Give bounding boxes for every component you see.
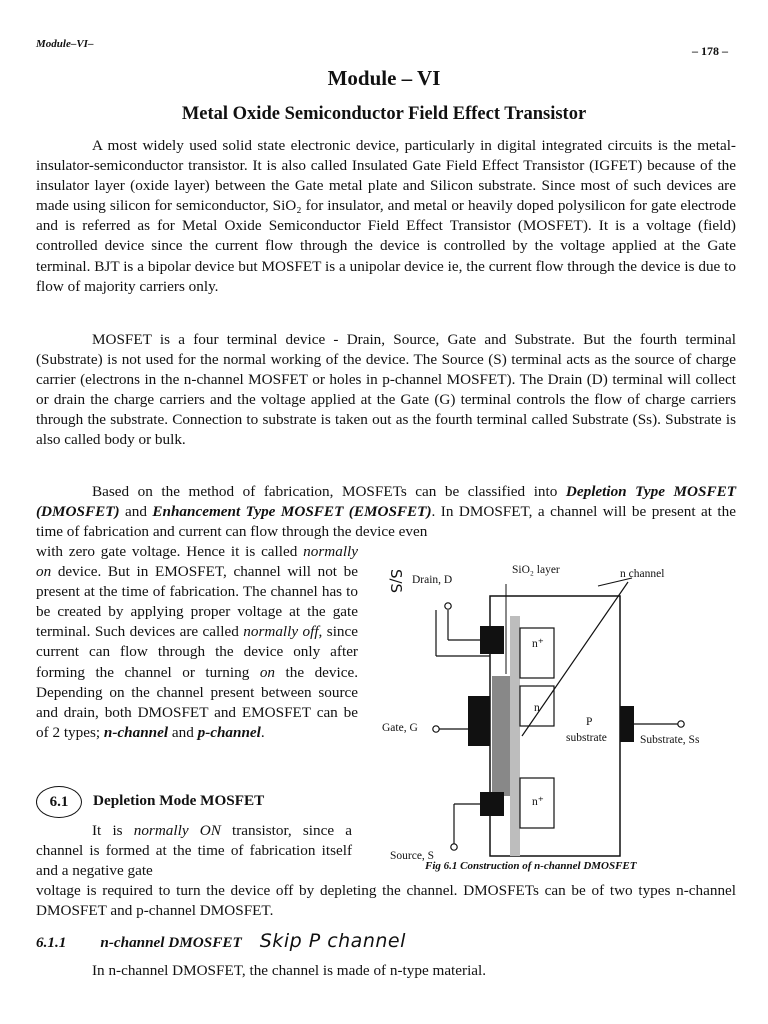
figure-dmosfet [370, 556, 730, 886]
paragraph-n-channel: In n-channel DMOSFET, the channel is made of n-type material. [92, 962, 487, 979]
drain-contact [480, 626, 504, 654]
p-label: P [586, 716, 593, 728]
gate-label: Gate, G [382, 722, 418, 734]
handwritten-mark: S/S [387, 568, 406, 594]
paragraph-classification: Based on the method of fabrication, MOSFETs can be classified into Depletion Type MOSFET (DMOSFET) and Enhancement Type MOSFET (EMOSFET). In DMOSFET, a channel will be present at the time of fabrication and current can flow through the device even [36, 483, 736, 541]
paragraph-intro: A most widely used solid state electronic device, particularly in digital integrated circuits is the metal-insulator-semiconductor transistor. It is also called Insulated Gate Field Effect Transistor (IGFET) because of the insulator layer (oxide layer) between the Gate metal plate and Silicon substrate. Since most of such devices are made using silicon for semiconductor, SiO₂ for insulator, and metal or heavily doped polysilicon for gate electrode and is referred as for Metal Oxide Semiconductor Field Effect Transistor (MOSFET). It is a voltage (field) controlled device since the current flow through the device is controlled by the voltage applied at the Gate terminal. BJT is a bipolar device but MOSFET is a unipolar device ie, the current flow through the device is due to flow of majority carriers only. [36, 137, 736, 295]
n-plus-bottom-label: n⁺ [532, 796, 544, 808]
paragraph-depletion-cont: voltage is required to turn the device off by depleting the channel. DMOSFETs can be of two types n-channel DMOSFET and p-channel DMOSFET. [36, 882, 736, 920]
handwritten-note: Skip P channel [259, 930, 406, 952]
n-mid-label: n [534, 702, 540, 714]
paragraph-classification-cont: with zero gate voltage. Hence it is called normally on device. But in EMOSFET, channel will not be present at the time of fabrication. The channel has to be created by applying proper voltage at the gate terminal. Such devices are called normally off, since current can flow through the device only after forming the channel or turning on the device. Depending on the channel present between source and drain, both DMOSFET and EMOSFET can be of 2 types; n-channel and p-channel. [36, 543, 359, 741]
gate-contact [468, 696, 490, 746]
sio2-oxide-layer [492, 676, 510, 796]
paragraph-depletion: It is normally ON transistor, since a channel is formed at the time of fabrication itself and a negative gate [36, 822, 352, 880]
page-number: – 178 – [692, 44, 728, 58]
n-plus-top-label: n⁺ [532, 638, 544, 650]
source-contact [480, 792, 504, 816]
paragraph-terminals: MOSFET is a four terminal device - Drain, Source, Gate and Substrate. But the fourth terminal (Substrate) is not used for the normal working of the device. The Source (S) terminal acts as the source of charge carrier (electrons in the n-channel MOSFET or holes in p-channel MOSFET). The Drain (D) terminal will collect or drain the charge carriers and the voltage applied at the Gate (G) terminal controls the flow of charge carriers through the substrate. Connection to substrate is taken out as the fourth terminal called Substrate (Ss). Substrate is also called body or bulk. [36, 331, 736, 449]
source-label: Source, S [390, 850, 435, 862]
n-channel-label: n channel [620, 568, 665, 580]
substrate-contact [620, 706, 634, 742]
substrate-region-label: substrate [566, 732, 607, 744]
section-6-1-heading [36, 786, 376, 818]
figure-caption: Fig 6.1 Construction of n-channel DMOSFET [425, 860, 637, 872]
subsection-number: 6.1.1 [36, 934, 67, 951]
section-title: Depletion Mode MOSFET [93, 792, 265, 809]
running-header-module: Module–VI– [36, 38, 94, 50]
section-number-circled: 6.1 [36, 786, 82, 818]
dmosfet-diagram [370, 556, 730, 886]
subsection-title: n-channel DMOSFET [100, 934, 242, 951]
sio2-label: SiO₂ layer [512, 564, 560, 576]
n-channel-region [510, 616, 520, 856]
module-title: Module – VI [327, 66, 441, 90]
substrate-terminal-label: Substrate, Ss [640, 734, 700, 746]
module-subtitle: Metal Oxide Semiconductor Field Effect Transistor [181, 104, 587, 124]
section-6-1-1-heading [36, 930, 406, 952]
drain-label: Drain, D [412, 574, 453, 586]
